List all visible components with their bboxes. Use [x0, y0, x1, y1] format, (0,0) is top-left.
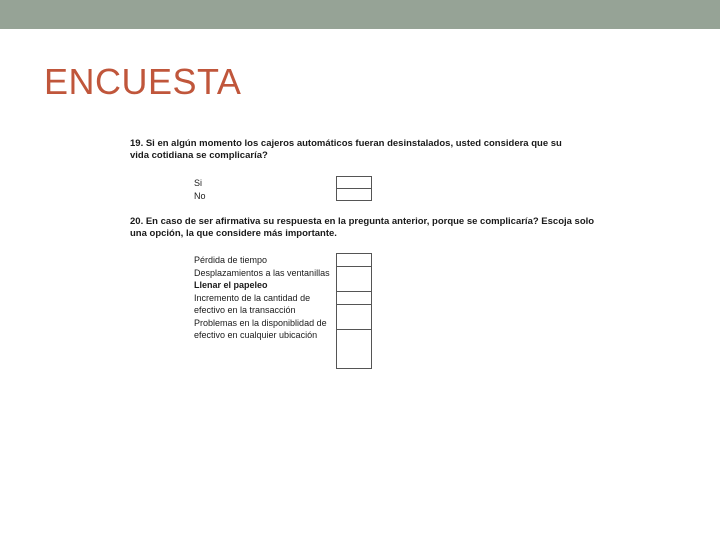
checkbox-perdida-tiempo	[337, 254, 371, 267]
checkbox-incremento-efectivo	[337, 305, 371, 330]
option-desplazamientos: Desplazamientos a las ventanillas	[194, 267, 330, 278]
question-19-checkboxes	[336, 176, 372, 201]
option-perdida-tiempo: Pérdida de tiempo	[194, 255, 268, 265]
checkbox-no	[337, 189, 371, 201]
option-llenar-papeleo: Llenar el papeleo	[194, 280, 268, 290]
question-20-text: 20. En caso de ser afirmativa su respuesta en la pregunta anterior, porque se complicaría? Escoja solo una opción, la que considere más importante.	[130, 216, 595, 239]
question-19-text: 19. Si en algún momento los cajeros automáticos fueran desinstalados, usted considera que su vida cotidiana se complicaría?	[130, 138, 562, 161]
option-problemas-disponibilidad: Problemas en la disponiblidad de efectivo en cualquier ubicación	[194, 317, 327, 340]
option-si: Si	[194, 178, 203, 188]
checkbox-si	[337, 177, 371, 189]
question-20-options	[194, 254, 334, 342]
option-no: No	[194, 190, 206, 201]
checkbox-llenar-papeleo	[337, 292, 371, 305]
checkbox-desplazamientos	[337, 267, 371, 292]
top-decorative-band	[0, 0, 720, 29]
option-incremento-efectivo: Incremento de la cantidad de efectivo en la transacción	[194, 292, 311, 315]
checkbox-problemas-disponibilidad	[337, 330, 371, 369]
question-20-checkboxes	[336, 253, 372, 369]
slide-title: ENCUESTA	[44, 61, 242, 102]
question-19-options	[194, 177, 206, 202]
